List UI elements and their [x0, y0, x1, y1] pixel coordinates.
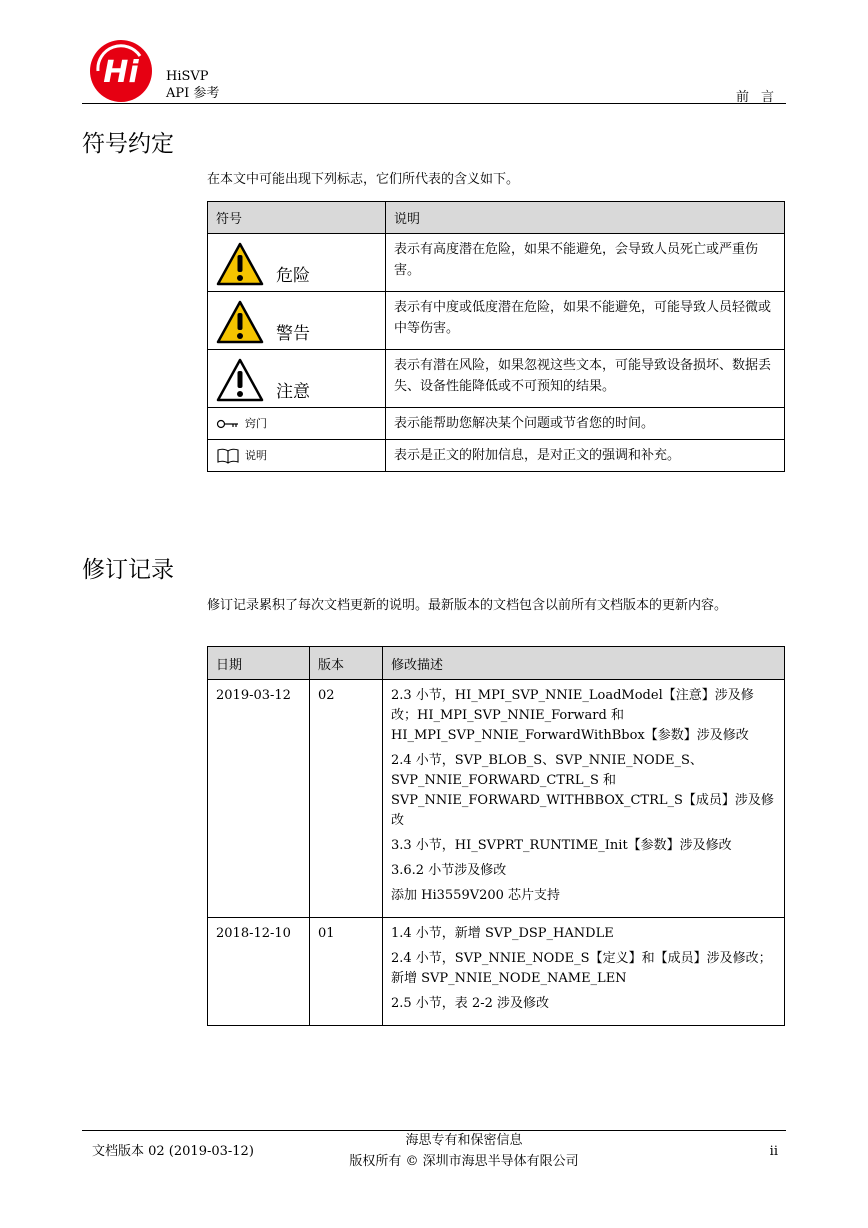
symbol-label: 注意 — [276, 382, 310, 402]
table-row — [208, 350, 785, 408]
change-description-cell — [383, 680, 785, 918]
version-cell: 02 — [310, 680, 383, 918]
symbol-cell — [208, 350, 386, 408]
table-row — [208, 440, 785, 472]
symbol-label: 警告 — [276, 324, 310, 344]
table-row — [208, 234, 785, 292]
footer-confidential: 海思专有和保密信息 — [405, 1133, 523, 1148]
change-item: 2.3 小节，HI_MPI_SVP_NNIE_LoadModel【注意】涉及修改；HI_MPI_SVP_NNIE_Forward 和 HI_MPI_SVP_NNIE_ForwardWithBbox【参数】涉及修改 — [391, 688, 754, 743]
warning-icon — [216, 300, 264, 344]
symbol-cell — [208, 292, 386, 350]
symbol-label: 说明 — [245, 449, 267, 462]
description-cell: 表示是正文的附加信息，是对正文的强调和补充。 — [386, 440, 785, 472]
table-row — [208, 408, 785, 440]
header-rule — [82, 103, 786, 104]
description-cell: 表示有中度或低度潜在危险，如果不能避免，可能导致人员轻微或中等伤害。 — [386, 292, 785, 350]
column-header: 日期 — [208, 647, 310, 680]
table-row — [208, 918, 785, 1026]
date-cell: 2019-03-12 — [208, 680, 310, 918]
danger-warning-icon — [216, 242, 264, 286]
footer-version: 文档版本 02 (2019-03-12) — [92, 1144, 254, 1159]
change-item: 2.4 小节，SVP_NNIE_NODE_S【定义】和【成员】涉及修改；新增 SVP_NNIE_NODE_NAME_LEN — [391, 951, 772, 986]
logo-text: Hi — [103, 55, 139, 90]
change-item: 3.3 小节，HI_SVPRT_RUNTIME_Init【参数】涉及修改 — [391, 838, 732, 853]
symbol-label: 危险 — [276, 266, 310, 286]
version-cell: 01 — [310, 918, 383, 1026]
revision-table — [207, 646, 785, 1026]
change-item: 2.5 小节，表 2-2 涉及修改 — [391, 996, 550, 1011]
symbol-cell — [208, 408, 386, 440]
symbol-cell — [208, 234, 386, 292]
header-product: HiSVP — [166, 69, 209, 84]
symbols-intro: 在本文中可能出现下列标志，它们所代表的含义如下。 — [207, 172, 520, 187]
date-cell: 2018-12-10 — [208, 918, 310, 1026]
symbol-label: 窍门 — [245, 417, 267, 430]
caution-icon — [216, 358, 264, 402]
symbols-table — [207, 201, 785, 472]
change-description-cell — [383, 918, 785, 1026]
change-item: 3.6.2 小节涉及修改 — [391, 863, 507, 878]
key-icon — [216, 419, 240, 429]
symbol-cell — [208, 440, 386, 472]
description-cell: 表示有高度潜在危险，如果不能避免，会导致人员死亡或严重伤害。 — [386, 234, 785, 292]
revision-intro: 修订记录累积了每次文档更新的说明。最新版本的文档包含以前所有文档版本的更新内容。 — [207, 598, 728, 613]
change-item: 2.4 小节，SVP_BLOB_S、SVP_NNIE_NODE_S、SVP_NNIE_FORWARD_CTRL_S 和 SVP_NNIE_FORWARD_WITHBBOX_CTRL_S【成员】涉及修改 — [391, 753, 774, 828]
table-header-row — [208, 647, 785, 680]
table-row — [208, 292, 785, 350]
book-icon — [216, 448, 240, 464]
table-row — [208, 680, 785, 918]
table-header-row — [208, 202, 785, 234]
revision-heading: 修订记录 — [82, 557, 174, 583]
header-section: 前言 — [735, 90, 786, 105]
header-doc-type: API 参考 — [166, 86, 220, 101]
footer-page-number: ii — [769, 1144, 778, 1159]
column-header: 版本 — [310, 647, 383, 680]
footer-copyright: 版权所有 © 深圳市海思半导体有限公司 — [349, 1154, 579, 1169]
column-header: 说明 — [386, 202, 785, 234]
symbols-heading: 符号约定 — [82, 131, 174, 157]
hisilicon-logo — [88, 38, 154, 104]
change-item: 1.4 小节，新增 SVP_DSP_HANDLE — [391, 926, 614, 941]
description-cell: 表示能帮助您解决某个问题或节省您的时间。 — [386, 408, 785, 440]
description-cell: 表示有潜在风险，如果忽视这些文本，可能导致设备损坏、数据丢失、设备性能降低或不可预知的结果。 — [386, 350, 785, 408]
column-header: 修改描述 — [383, 647, 785, 680]
column-header: 符号 — [208, 202, 386, 234]
change-item: 添加 Hi3559V200 芯片支持 — [391, 888, 561, 903]
